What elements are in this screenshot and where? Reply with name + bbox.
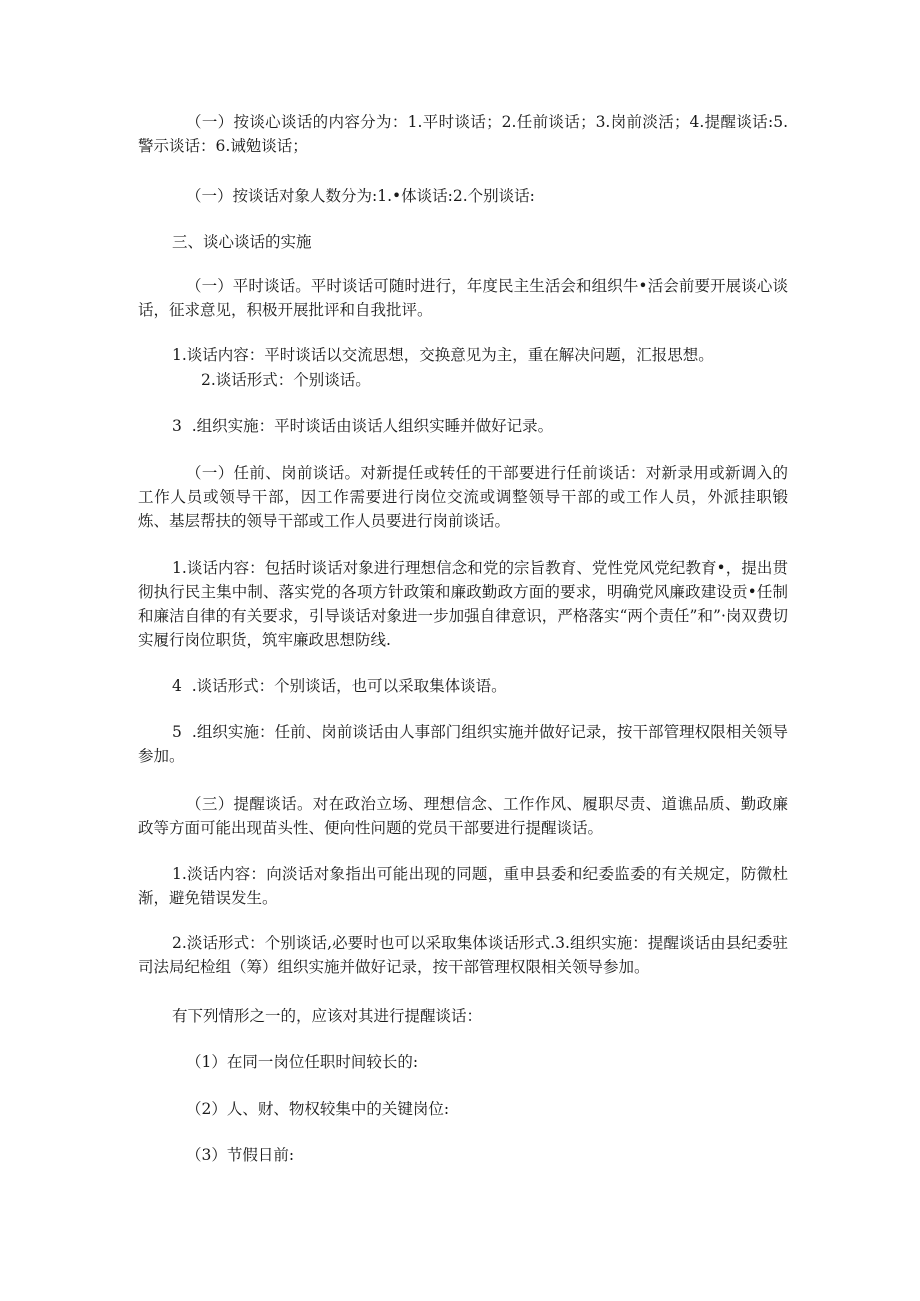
paragraph-pre-appointment-content: 1.谈话内容：包括时谈话对象进行理想信念和党的宗旨教育、党性党风党纪教育•，提出贯彻执行民主集中制、落实党的各项方针政策和廉政勤政方面的要求，明确党风廉政建设贡•任制和廉洁自律的有关要求，引导谈话对象进一步加强自律意识，严格落实“两个责任”和”·岗双费切实履行岗位职货，筑牢廉政思想防线. — [138, 559, 788, 649]
paragraph-participant-types: （一）按谈话对象人数分为:1.•体谈话:2.个别谈话: — [186, 187, 535, 205]
section-heading-implementation: 三、谈心谈话的实施 — [172, 233, 312, 251]
list-item-key-positions: （2）人、财、物权较集中的关键岗位: — [186, 1100, 450, 1118]
paragraph-pre-appointment-implementation: 5 .组织实施：任前、岗前谈话由人事部门组织实施并做好记录，按干部管理权限相关领导参加。 — [138, 723, 788, 765]
paragraph-routine-content: 1.谈话内容：平时谈话以交流思想，交换意见为主，重在解决问题，汇报思想。 — [172, 346, 714, 364]
paragraph-reminder-conditions: 有下列情形之一的，应该对其进行提醒谈话： — [172, 1007, 483, 1025]
paragraph-pre-appointment-talk: （一）任前、岗前谈话。对新提任或转任的干部要进行任前谈话：对新录用或新调入的工作人员或领导干部，因工作需要进行岗位交流或调整领导干部的或工作人员，外派挂职锻炼、基层帮扶的领导干部或工作人员要进行岗前谈话。 — [138, 464, 788, 530]
paragraph-pre-appointment-form: 4 .谈话形式：个别谈话，也可以采取集体谈语。 — [172, 677, 507, 695]
list-item-long-tenure: （1）在同一岗位任职时间较长的: — [186, 1053, 419, 1071]
list-item-before-holidays: （3）节假日前: — [186, 1146, 295, 1164]
paragraph-routine-talk: （一）平时谈话。平时谈话可随时进行，年度民主生活会和组织牛•活会前要开展谈心谈话，征求意见，积极开展批评和自我批评。 — [138, 277, 788, 319]
paragraph-routine-form: 2.谈话形式：个别谈话。 — [201, 371, 371, 389]
paragraph-reminder-form-implementation: 2.淡话形式：个别谈话,必要时也可以采取集体谈话形式.3.组织实施：提醒谈话由县纪委驻司法局纪检组（筹）组织实施并做好记录，按干部管理权限相关领导参加。 — [138, 934, 788, 976]
paragraph-reminder-talk: （三）提醒谈话。对在政治立场、理想信念、工作作风、履职尽责、道谯品质、勤政廉政等方面可能出现苗头性、便向性问题的党员干部要进行提醒谈话。 — [138, 795, 788, 837]
paragraph-routine-implementation: 3 .组织实施：平时谈话由谈话人组织实睡并做好记录。 — [172, 417, 554, 435]
paragraph-reminder-content: 1.淡话内容：向淡话对象指出可能出现的同题，重申县委和纪委监委的有关规定，防微杜渐，避免错误发生。 — [138, 865, 788, 907]
paragraph-content-types: （一）按谈心谈话的内容分为：1.平时谈话；2.任前谈话；3.岗前淡活；4.提醒谈话:5.警示谈话：6.诫勉谈话； — [138, 113, 788, 155]
